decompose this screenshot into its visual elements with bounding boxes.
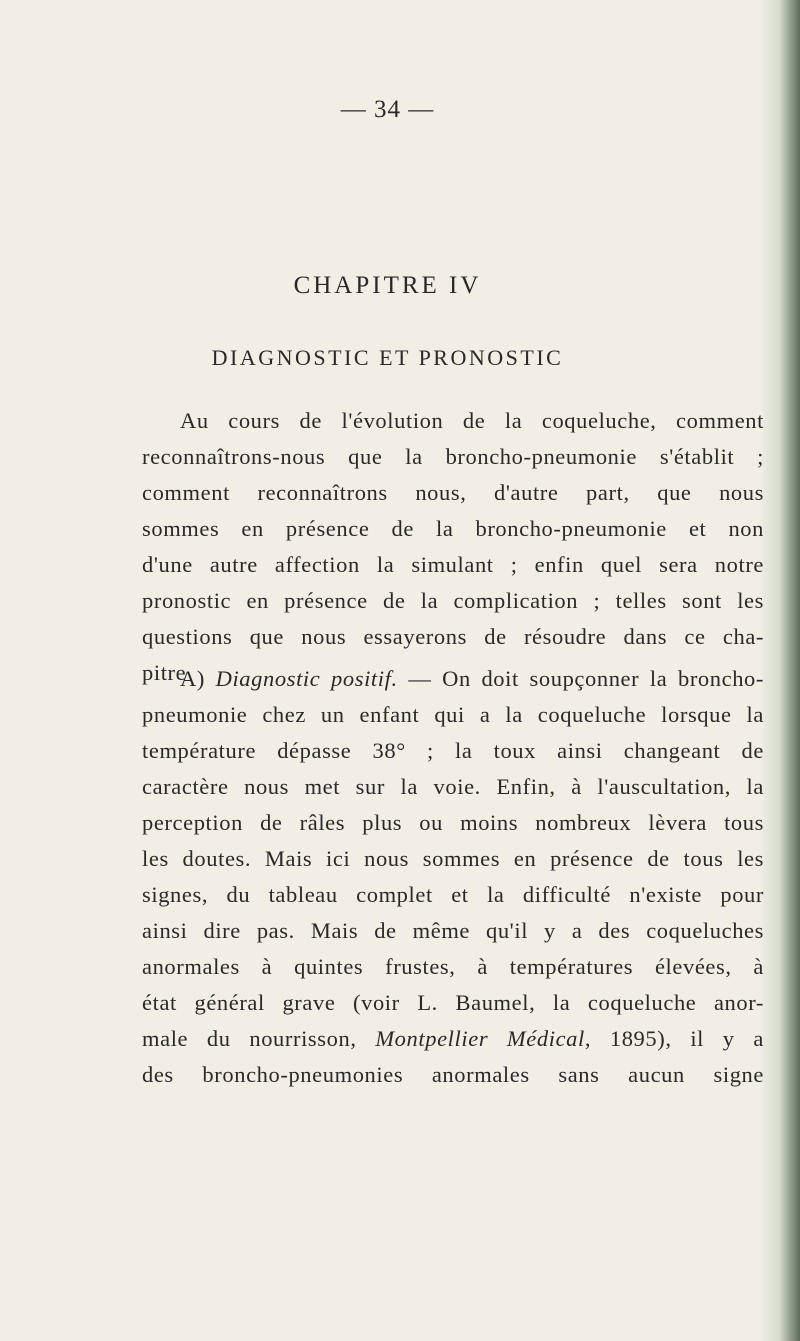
text-line: d'une autre affection la simulant ; enfin quel sera notre [142,552,764,577]
text-fragment: male du nourrisson, [142,1026,376,1051]
subsection-title: Diagnostic positif. [215,666,398,691]
text-line: reconnaîtrons-nous que la broncho-pneumonie s'établit ; [142,444,764,469]
text-line: Au cours de l'évolution de la coqueluche, comment [180,408,764,433]
chapter-title: CHAPITRE IV [293,272,482,299]
text-line: état général grave (voir L. Baumel, la coqueluche anor- [142,990,764,1015]
page-edge-shadow [762,0,800,1341]
text-line: pitre [142,660,187,685]
text-line [142,661,764,697]
text-fragment: — On doit soupçonner la broncho- [397,666,765,691]
text-line: les doutes. Mais ici nous sommes en présence de tous les [142,846,764,871]
text-line: pneumonie chez un enfant qui a la coqueluche lorsque la [142,702,764,727]
text-line: signes, du tableau complet et la difficulté n'existe pour [142,882,764,907]
text-fragment: , 1895), il y a [584,1026,764,1051]
text-line: anormales à quintes frustes, à températures élevées, à [142,954,764,979]
diagnostic-paragraph [142,661,764,1093]
section-label: A) [180,666,205,691]
text-line: questions que nous essayerons de résoudre dans ce cha- [142,624,764,649]
text-line: des broncho-pneumonies anormales sans aucun signe [142,1062,764,1087]
text-line: température dépasse 38° ; la toux ainsi changeant de [142,738,764,763]
text-line: perception de râles plus ou moins nombreux lèvera tous [142,810,764,835]
text-line: caractère nous met sur la voie. Enfin, à l'auscultation, la [142,774,764,799]
section-heading: DIAGNOSTIC ET PRONOSTIC [211,345,564,370]
text-line: pronostic en présence de la complication ; telles sont les [142,588,764,613]
text-line: comment reconnaîtrons nous, d'autre part, que nous [142,480,764,505]
journal-title: Montpellier Médical [375,1026,585,1051]
page-number: — 34 — [340,96,435,123]
text-line: sommes en présence de la broncho-pneumonie et non [142,516,764,541]
text-line [142,1021,764,1057]
intro-paragraph [142,403,764,691]
text-line: ainsi dire pas. Mais de même qu'il y a des coqueluches [142,918,764,943]
